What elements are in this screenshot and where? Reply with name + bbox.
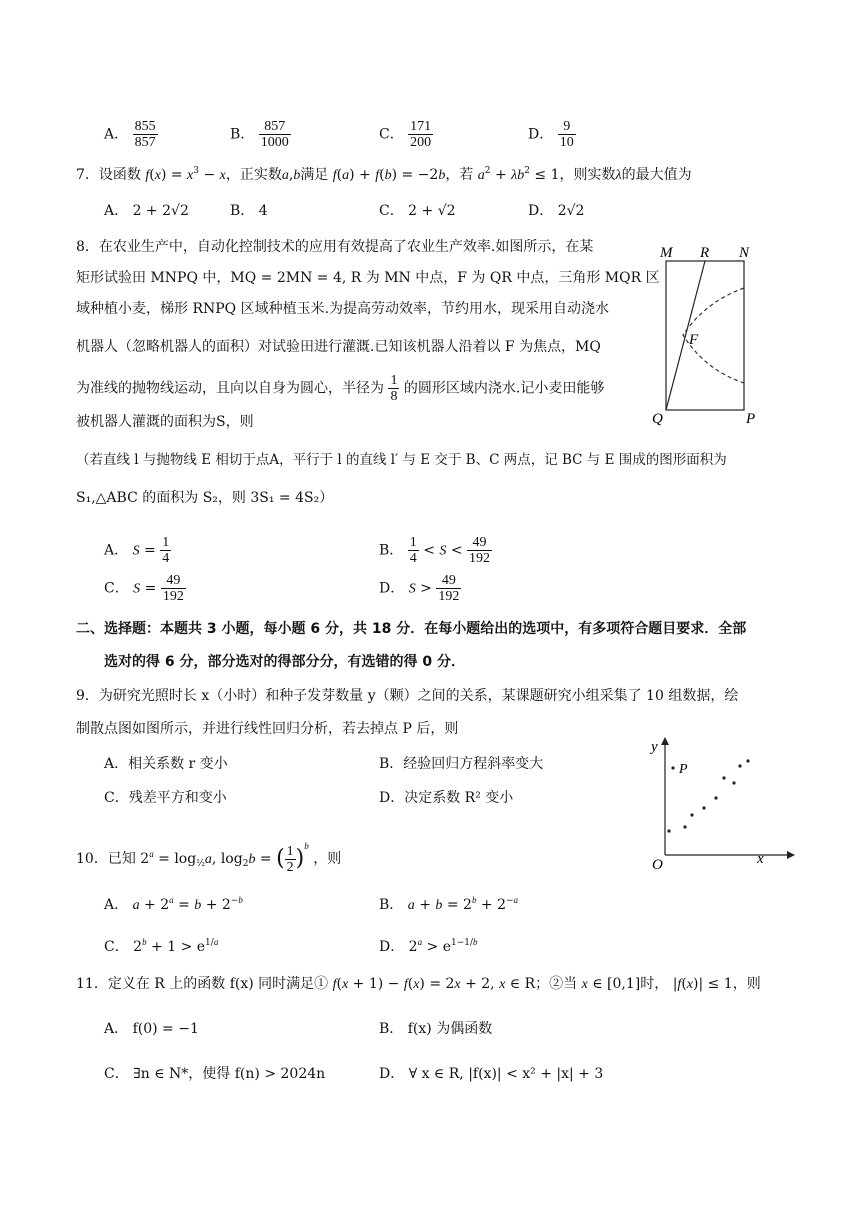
q8-line-4: 机器人（忽略机器人的面积）对试验田进行灌溉.已知该机器人沿着以 F 为焦点，MQ xyxy=(76,339,601,355)
fraction: $\frac{1}{4}$ xyxy=(409,535,417,566)
q9-option-d[interactable]: D．决定系数 R² 变小 xyxy=(379,790,514,806)
axis-label-y: y xyxy=(651,739,658,755)
q7-option-b[interactable]: B． 4 xyxy=(230,203,268,219)
q6-option-c[interactable]: C． $\frac{171}{200}$ xyxy=(379,119,432,150)
q7-option-c[interactable]: C． 2 + √2 xyxy=(379,203,456,219)
q8-option-d[interactable]: D． S > $\frac{49}{192}$ xyxy=(379,573,460,604)
section2-header-line-1: 二、选择题：本题共 3 小题，每小题 6 分，共 18 分．在每小题给出的选项中，有多项符合题目要求．全部 xyxy=(76,621,747,637)
q8-line-6: 被机器人灌溉的面积为S，则 xyxy=(76,414,254,430)
label-Q: Q xyxy=(652,411,663,426)
fraction: $\frac{855}{857}$ xyxy=(134,119,156,150)
q7-option-a[interactable]: A． 2 + 2√2 xyxy=(104,203,189,219)
q7-stem: 7．设函数 $f(x) = x^3 - x$，正实数a,b满足 f(a) + f(b) = −2b，若 $a^2 + \lambda b^2 \le 1$，则实数λ的最大值为 xyxy=(76,166,692,183)
label-P: P xyxy=(746,411,756,426)
fraction: $\frac{49}{192}$ xyxy=(162,573,184,604)
label-N: N xyxy=(739,245,750,261)
origin-label: O xyxy=(652,857,663,873)
q11-option-d[interactable]: D． ∀ x ∈ R, |f(x)| < x² + |x| + 3 xyxy=(379,1066,604,1082)
point-P-label: P xyxy=(679,762,688,777)
q6-option-d[interactable]: D． $\frac{9}{10}$ xyxy=(528,119,574,150)
q10-option-a[interactable]: A． $a + 2^a = b + 2^{-b}$ xyxy=(104,895,243,913)
label-M: M xyxy=(660,245,673,261)
q9-option-a[interactable]: A．相关系数 r 变小 xyxy=(104,756,228,772)
q7-option-d[interactable]: D． 2√2 xyxy=(528,203,585,219)
section2-header-line-2: 选对的得 6 分，部分选对的得部分分，有选错的得 0 分． xyxy=(104,654,465,670)
q8-option-a[interactable]: A． S = $\frac{1}{4}$ xyxy=(104,535,170,566)
q10-option-c[interactable]: C． $2^b + 1 > e^{1/a}$ xyxy=(104,937,219,955)
q9-line-1: 9．为研究光照时长 x（小时）和种子发芽数量 y（颗）之间的关系，某课题研究小组采集了 10 组数据，绘 xyxy=(76,688,739,704)
q9-option-b[interactable]: B．经验回归方程斜率变大 xyxy=(379,756,544,772)
fraction: $\frac{9}{10}$ xyxy=(559,119,574,150)
q9-line-2: 制散点图如图所示，并进行线性回归分析，若去掉点 P 后，则 xyxy=(76,721,459,737)
q8-line-1: 8．在农业生产中，自动化控制技术的应用有效提高了农业生产效率.如图所示，在某 xyxy=(76,239,594,255)
q8-field-figure xyxy=(650,240,770,426)
q8-hint-line-1: （若直线 l 与抛物线 E 相切于点A，平行于 l 的直线 l′ 与 E 交于 B、C 两点，记 BC 与 E 围成的图形面积为 xyxy=(76,452,727,468)
q11-option-c[interactable]: C． ∃n ∈ N*，使得 f(n) > 2024n xyxy=(104,1066,326,1082)
point-P xyxy=(671,766,674,769)
label-R: R xyxy=(700,245,710,261)
axis-label-x: x xyxy=(757,851,764,867)
q8-option-b[interactable]: B． $\frac{1}{4}$ < S < $\frac{49}{192}$ xyxy=(379,535,491,566)
fraction: $\frac{1}{4}$ xyxy=(162,535,170,566)
q8-line-3: 域种植小麦，梯形 RNPQ 区域种植玉米.为提高劳动效率，节约用水，现采用自动浇水 xyxy=(76,301,610,317)
q10-option-b[interactable]: B． $a + b = 2^b + 2^{-a}$ xyxy=(379,895,519,913)
q6-option-b[interactable]: B． $\frac{857}{1000}$ xyxy=(230,119,289,150)
q10-stem: 10．已知 $2^a = \log_{\frac{1}{2}}a$, $\log_2b$ = ( $\frac{1}{2}$ )$^b$ ，则 xyxy=(76,841,342,875)
q8-option-c[interactable]: C． S = $\frac{49}{192}$ xyxy=(104,573,184,604)
radius-fraction: $\frac{1}{8}$ xyxy=(390,373,398,404)
q11-option-b[interactable]: B． f(x) 为偶函数 xyxy=(379,1021,493,1037)
q8-hint-line-2: S₁,△ABC 的面积为 S₂，则 3S₁ = 4S₂） xyxy=(76,490,334,506)
fraction: $\frac{857}{1000}$ xyxy=(260,119,289,150)
q9-option-c[interactable]: C．残差平方和变小 xyxy=(104,790,227,806)
q8-line-5: 为准线的抛物线运动，且向以自身为圆心，半径为 $\frac{1}{8}$ 的圆形区域内浇水.记小麦田能够 xyxy=(76,373,605,404)
q9-scatter-figure xyxy=(645,735,795,873)
q11-option-a[interactable]: A． f(0) = −1 xyxy=(104,1021,199,1037)
q6-option-a[interactable]: A． $\frac{855}{857}$ xyxy=(104,119,156,150)
fraction: $\frac{49}{192}$ xyxy=(469,535,491,566)
fraction: $\frac{49}{192}$ xyxy=(438,573,460,604)
q8-line-2: 矩形试验田 MNPQ 中，MQ = 2MN = 4, R 为 MN 中点，F 为 QR 中点，三角形 MQR 区 xyxy=(76,270,660,286)
q10-option-d[interactable]: D． $2^a > e^{1-1/b}$ xyxy=(379,937,478,955)
q11-stem: 11．定义在 R 上的函数 f(x) 同时满足① f(x + 1) − f(x) = 2x + 2, x ∈ R；②当 x ∈ [0,1]时， |f(x)| ≤ 1，则 xyxy=(76,976,761,992)
label-F: F xyxy=(689,332,699,348)
fraction: $\frac{171}{200}$ xyxy=(410,119,432,150)
